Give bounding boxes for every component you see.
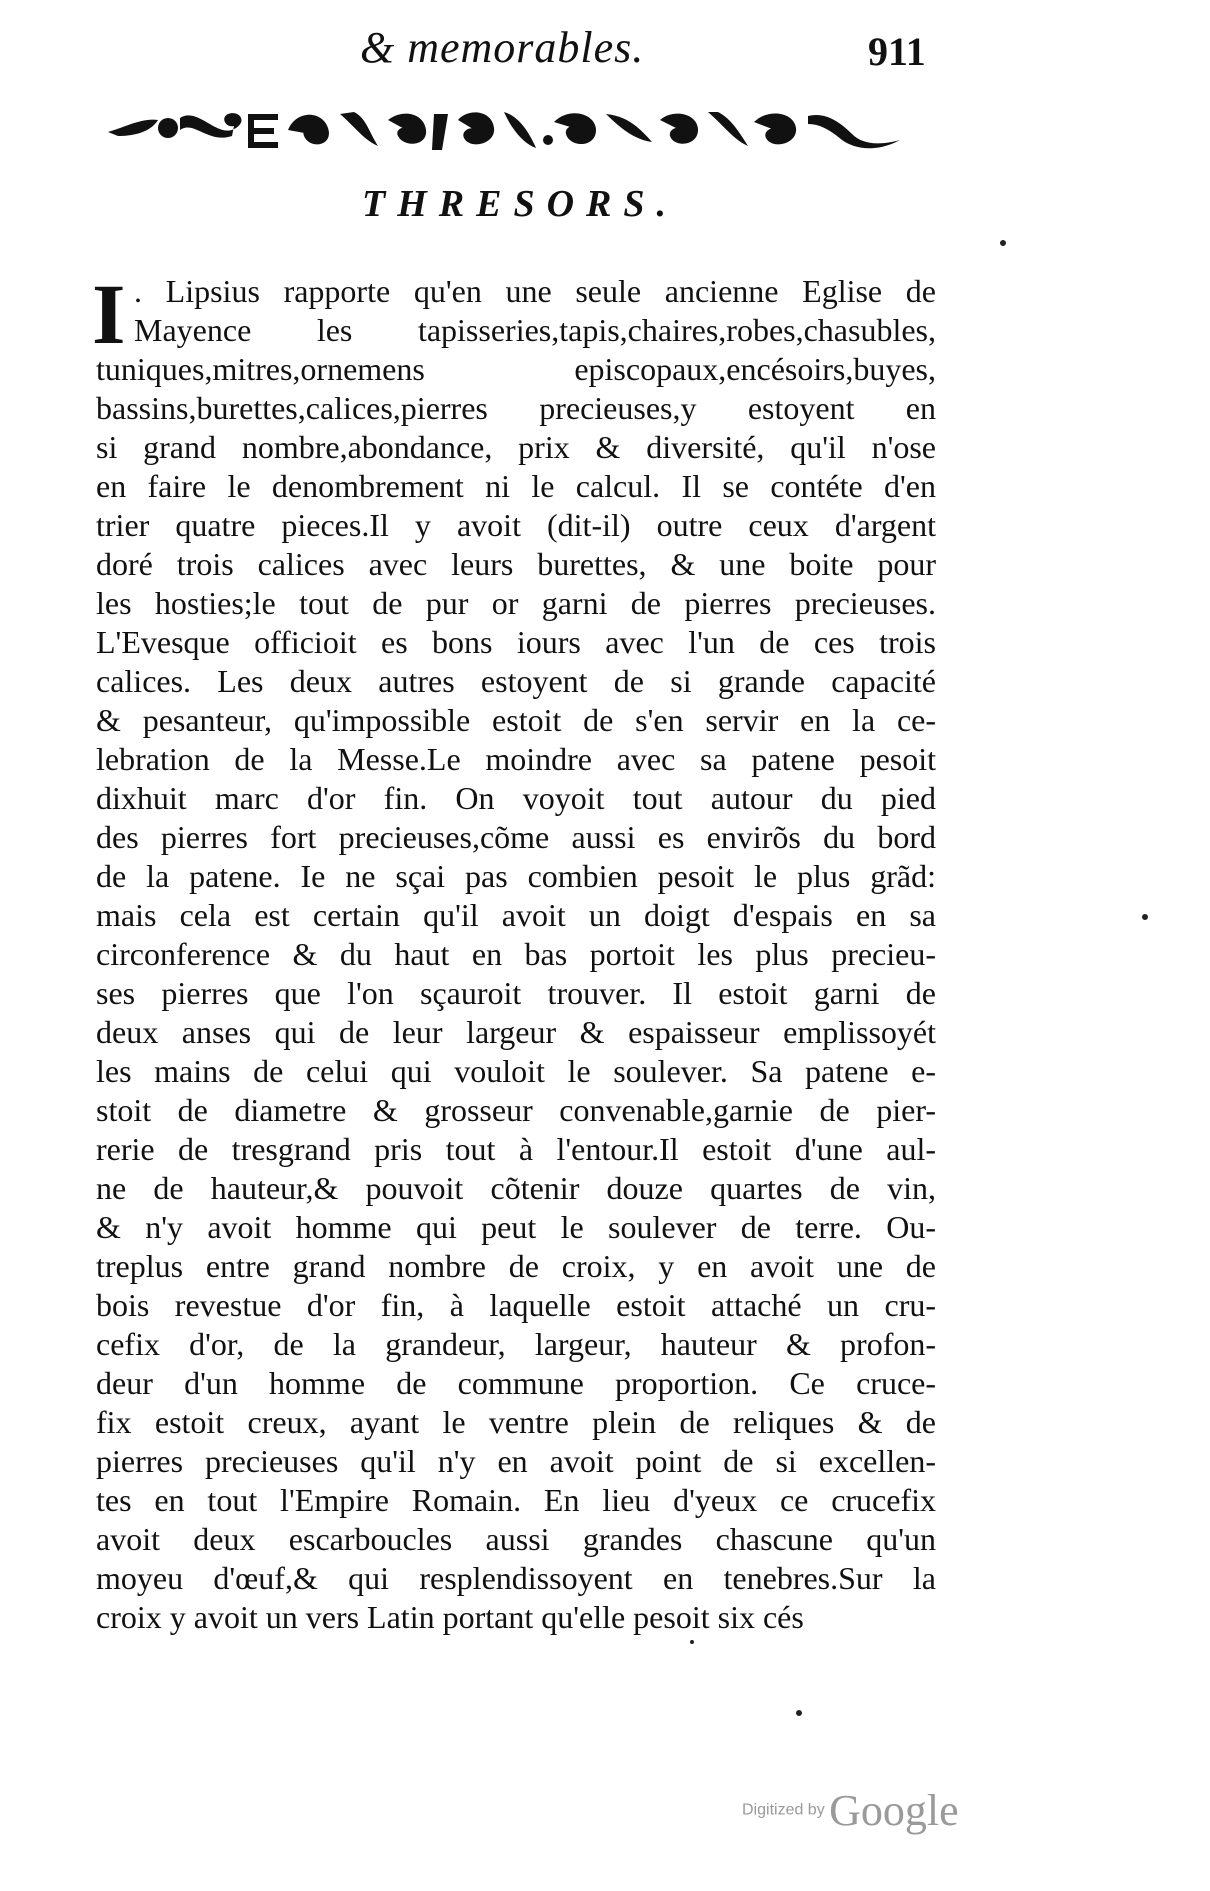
text-line: doré trois calices avec leurs burettes, & une boite pour [96, 546, 936, 582]
text-line: si grand nombre,abondance, prix & diversité, qu'il n'ose [96, 429, 936, 465]
text-line: les mains de celui qui vouloit le soulever. Sa patene e- [96, 1053, 936, 1089]
page-number: 911 [868, 29, 926, 74]
text-line: trier quatre pieces.Il y avoit (dit-il) outre ceux d'argent [96, 507, 936, 543]
text-line: treplus entre grand nombre de croix, y en avoit une de [96, 1248, 936, 1284]
ink-speck [1000, 240, 1006, 246]
running-head: & memorables. [360, 23, 645, 72]
body-text [96, 272, 936, 1637]
text-line: lebration de la Messe.Le moindre avec sa patene pesoit [96, 741, 936, 777]
text-line: bassins,burettes,calices,pierres precieuses,y estoyent en [96, 390, 936, 426]
text-line: cefix d'or, de la grandeur, largeur, hauteur & profon- [96, 1326, 936, 1362]
text-line: deur d'un homme de commune proportion. Ce cruce- [96, 1365, 936, 1401]
text-line: L'Evesque officioit es bons iours avec l'un de ces trois [96, 624, 936, 660]
text-line: circonference & du haut en bas portoit les plus precieu- [96, 936, 936, 972]
text-line: les hosties;le tout de pur or garni de pierres precieuses. [96, 585, 936, 621]
digitized-by-watermark [742, 1785, 959, 1836]
ink-speck [1142, 914, 1148, 920]
ink-speck [690, 1640, 694, 1644]
text-line: avoit deux escarboucles aussi grandes chascune qu'un [96, 1521, 936, 1557]
google-logo-text: Google [829, 1786, 959, 1835]
section-title: THRESORS. [362, 183, 679, 225]
text-line: en faire le denombrement ni le calcul. Il se contéte d'en [96, 468, 936, 504]
ink-speck [796, 1710, 802, 1716]
text-line: pierres precieuses qu'il n'y en avoit point de si excellen- [96, 1443, 936, 1479]
text-line: des pierres fort precieuses,cõme aussi es envirõs du bord [96, 819, 936, 855]
text-line: fix estoit creux, ayant le ventre plein de reliques & de [96, 1404, 936, 1440]
text-line: deux anses qui de leur largeur & espaisseur emplissoyét [96, 1014, 936, 1050]
text-line: ses pierres que l'on sçauroit trouver. Il estoit garni de [96, 975, 936, 1011]
text-line: dixhuit marc d'or fin. On voyoit tout autour du pied [96, 780, 936, 816]
text-line: & pesanteur, qu'impossible estoit de s'en servir en la ce- [96, 702, 936, 738]
text-line: moyeu d'œuf,& qui resplendissoyent en tenebres.Sur la [96, 1560, 936, 1596]
drop-cap: I [92, 266, 126, 362]
text-line: mais cela est certain qu'il avoit un doigt d'espais en sa [96, 897, 936, 933]
watermark-prefix: Digitized by [742, 1801, 825, 1819]
decorative-ornament-band [108, 100, 908, 160]
text-line: croix y avoit un vers Latin portant qu'elle pesoit six cés [96, 1599, 804, 1635]
text-line: de la patene. Ie ne sçai pas combien pesoit le plus grãd: [96, 858, 936, 894]
text-line: & n'y avoit homme qui peut le soulever de terre. Ou- [96, 1209, 936, 1245]
text-line: Mayence les tapisseries,tapis,chaires,robes,chasubles, [134, 312, 936, 348]
text-line: stoit de diametre & grosseur convenable,garnie de pier- [96, 1092, 936, 1128]
text-line: ne de hauteur,& pouvoit cõtenir douze quartes de vin, [96, 1170, 936, 1206]
text-line: rerie de tresgrand pris tout à l'entour.Il estoit d'une aul- [96, 1131, 936, 1167]
text-line: tuniques,mitres,ornemens episcopaux,encésoirs,buyes, [96, 351, 936, 387]
text-line: calices. Les deux autres estoyent de si grande capacité [96, 663, 936, 699]
text-line: bois revestue d'or fin, à laquelle estoit attaché un cru- [96, 1287, 936, 1323]
text-line: . Lipsius rapporte qu'en une seule ancienne Eglise de [134, 273, 936, 309]
text-line: tes en tout l'Empire Romain. En lieu d'yeux ce crucefix [96, 1482, 936, 1518]
